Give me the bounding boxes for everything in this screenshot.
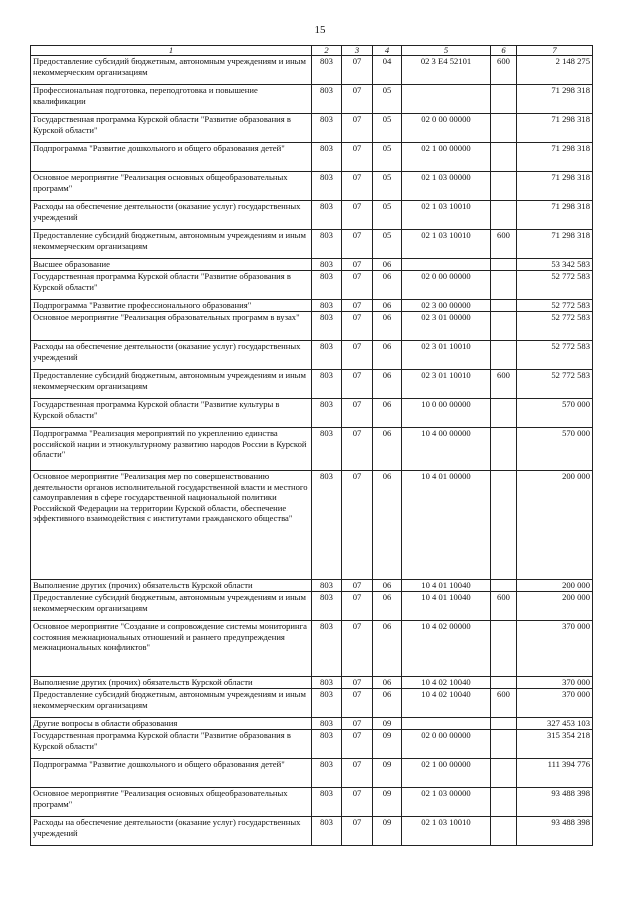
row-section: 07 <box>342 271 373 300</box>
table-row <box>31 788 593 817</box>
row-name: Расходы на обеспечение деятельности (оказание услуг) государственных учреждений <box>31 341 312 370</box>
row-amount: 370 000 <box>517 621 593 677</box>
row-section: 07 <box>342 677 373 689</box>
row-subsection: 09 <box>373 718 402 730</box>
row-target-article: 02 0 00 00000 <box>402 730 491 759</box>
row-section: 07 <box>342 428 373 471</box>
row-section: 07 <box>342 201 373 230</box>
table-row <box>31 689 593 718</box>
row-section: 07 <box>342 399 373 428</box>
row-section: 07 <box>342 143 373 172</box>
row-amount: 570 000 <box>517 399 593 428</box>
row-target-article: 02 3 01 10010 <box>402 370 491 399</box>
row-subsection: 09 <box>373 817 402 846</box>
row-grbs: 803 <box>312 341 342 370</box>
budget-table <box>30 45 593 846</box>
row-amount: 200 000 <box>517 580 593 592</box>
row-grbs: 803 <box>312 172 342 201</box>
row-expense-type: 600 <box>491 592 517 621</box>
row-expense-type <box>491 580 517 592</box>
table-row <box>31 230 593 259</box>
row-name: Выполнение других (прочих) обязательств Курской области <box>31 677 312 689</box>
table-row <box>31 817 593 846</box>
row-grbs: 803 <box>312 471 342 580</box>
column-header: 5 <box>402 46 491 56</box>
row-grbs: 803 <box>312 677 342 689</box>
row-subsection: 06 <box>373 689 402 718</box>
table-row <box>31 56 593 85</box>
row-target-article: 02 3 01 00000 <box>402 312 491 341</box>
row-amount: 52 772 583 <box>517 370 593 399</box>
row-name: Основное мероприятие "Создание и сопровождение системы мониторинга состояния межнациональных отношений и раннего предупреждения межнациональных конфликтов" <box>31 621 312 677</box>
row-grbs: 803 <box>312 621 342 677</box>
row-amount: 71 298 318 <box>517 230 593 259</box>
row-target-article: 10 4 01 00000 <box>402 471 491 580</box>
table-row <box>31 759 593 788</box>
row-section: 07 <box>342 580 373 592</box>
row-expense-type <box>491 114 517 143</box>
row-expense-type <box>491 788 517 817</box>
row-section: 07 <box>342 85 373 114</box>
row-section: 07 <box>342 689 373 718</box>
table-row <box>31 399 593 428</box>
row-name: Подпрограмма "Реализация мероприятий по укреплению единства российской нации и этнокультурному развитию народов России в Курской области" <box>31 428 312 471</box>
row-expense-type <box>491 759 517 788</box>
row-name: Подпрограмма "Развитие дошкольного и общего образования детей" <box>31 759 312 788</box>
table-row <box>31 312 593 341</box>
row-amount: 327 453 103 <box>517 718 593 730</box>
row-expense-type <box>491 341 517 370</box>
row-name: Основное мероприятие "Реализация образовательных программ в вузах" <box>31 312 312 341</box>
row-subsection: 06 <box>373 312 402 341</box>
row-subsection: 05 <box>373 114 402 143</box>
column-header: 2 <box>312 46 342 56</box>
table-row <box>31 730 593 759</box>
row-amount: 52 772 583 <box>517 341 593 370</box>
table-row <box>31 677 593 689</box>
table-row <box>31 718 593 730</box>
row-subsection: 05 <box>373 172 402 201</box>
row-name: Предоставление субсидий бюджетным, автономным учреждениям и иным некоммерческим организациям <box>31 230 312 259</box>
row-amount: 200 000 <box>517 592 593 621</box>
row-grbs: 803 <box>312 85 342 114</box>
row-target-article: 02 0 00 00000 <box>402 114 491 143</box>
row-expense-type <box>491 172 517 201</box>
row-target-article: 10 4 02 10040 <box>402 677 491 689</box>
row-subsection: 06 <box>373 370 402 399</box>
row-target-article: 10 4 00 00000 <box>402 428 491 471</box>
page-number: 15 <box>314 24 326 36</box>
table-row <box>31 592 593 621</box>
row-grbs: 803 <box>312 201 342 230</box>
table-row <box>31 300 593 312</box>
row-section: 07 <box>342 592 373 621</box>
row-name: Предоставление субсидий бюджетным, автономным учреждениям и иным некоммерческим организациям <box>31 370 312 399</box>
row-amount: 52 772 583 <box>517 312 593 341</box>
row-name: Государственная программа Курской области "Развитие образования в Курской области" <box>31 730 312 759</box>
row-subsection: 06 <box>373 428 402 471</box>
row-target-article: 10 4 01 10040 <box>402 592 491 621</box>
table-row <box>31 172 593 201</box>
table-row <box>31 580 593 592</box>
row-subsection: 06 <box>373 592 402 621</box>
row-amount: 370 000 <box>517 677 593 689</box>
row-subsection: 04 <box>373 56 402 85</box>
table-row <box>31 271 593 300</box>
row-section: 07 <box>342 759 373 788</box>
row-section: 07 <box>342 259 373 271</box>
row-grbs: 803 <box>312 592 342 621</box>
row-expense-type <box>491 271 517 300</box>
row-expense-type: 600 <box>491 370 517 399</box>
row-expense-type <box>491 201 517 230</box>
row-name: Подпрограмма "Развитие дошкольного и общего образования детей" <box>31 143 312 172</box>
row-subsection: 05 <box>373 230 402 259</box>
table-row <box>31 85 593 114</box>
row-target-article: 10 4 02 00000 <box>402 621 491 677</box>
row-target-article: 02 1 00 00000 <box>402 759 491 788</box>
row-amount: 200 000 <box>517 471 593 580</box>
row-subsection: 09 <box>373 759 402 788</box>
table-row <box>31 201 593 230</box>
row-expense-type <box>491 259 517 271</box>
row-expense-type <box>491 143 517 172</box>
row-target-article <box>402 259 491 271</box>
row-expense-type: 600 <box>491 56 517 85</box>
table-row <box>31 621 593 677</box>
table-body <box>31 56 593 846</box>
row-expense-type <box>491 300 517 312</box>
row-subsection: 09 <box>373 788 402 817</box>
column-header: 7 <box>517 46 593 56</box>
row-expense-type <box>491 399 517 428</box>
row-target-article: 10 4 01 10040 <box>402 580 491 592</box>
row-name: Высшее образование <box>31 259 312 271</box>
row-target-article: 02 1 03 00000 <box>402 788 491 817</box>
row-subsection: 05 <box>373 85 402 114</box>
row-expense-type <box>491 621 517 677</box>
row-amount: 71 298 318 <box>517 172 593 201</box>
row-grbs: 803 <box>312 300 342 312</box>
row-name: Государственная программа Курской области "Развитие образования в Курской области" <box>31 114 312 143</box>
row-section: 07 <box>342 621 373 677</box>
row-name: Другие вопросы в области образования <box>31 718 312 730</box>
row-subsection: 06 <box>373 300 402 312</box>
row-subsection: 05 <box>373 201 402 230</box>
row-amount: 370 000 <box>517 689 593 718</box>
row-subsection: 05 <box>373 143 402 172</box>
row-expense-type <box>491 730 517 759</box>
row-name: Предоставление субсидий бюджетным, автономным учреждениям и иным некоммерческим организациям <box>31 592 312 621</box>
row-section: 07 <box>342 230 373 259</box>
row-target-article: 02 3 E4 52101 <box>402 56 491 85</box>
row-grbs: 803 <box>312 689 342 718</box>
row-target-article <box>402 85 491 114</box>
row-expense-type <box>491 85 517 114</box>
row-section: 07 <box>342 788 373 817</box>
row-name: Расходы на обеспечение деятельности (оказание услуг) государственных учреждений <box>31 201 312 230</box>
row-section: 07 <box>342 56 373 85</box>
row-name: Профессиональная подготовка, переподготовка и повышение квалификации <box>31 85 312 114</box>
row-amount: 53 342 583 <box>517 259 593 271</box>
row-name: Подпрограмма "Развитие профессионального образования" <box>31 300 312 312</box>
row-section: 07 <box>342 341 373 370</box>
row-name: Расходы на обеспечение деятельности (оказание услуг) государственных учреждений <box>31 817 312 846</box>
row-subsection: 06 <box>373 580 402 592</box>
row-amount: 52 772 583 <box>517 271 593 300</box>
row-name: Основное мероприятие "Реализация основных общеобразовательных программ" <box>31 788 312 817</box>
row-grbs: 803 <box>312 312 342 341</box>
row-amount: 71 298 318 <box>517 85 593 114</box>
row-expense-type <box>491 677 517 689</box>
row-grbs: 803 <box>312 428 342 471</box>
table-row <box>31 471 593 580</box>
row-section: 07 <box>342 114 373 143</box>
row-section: 07 <box>342 300 373 312</box>
row-section: 07 <box>342 370 373 399</box>
row-section: 07 <box>342 471 373 580</box>
row-amount: 71 298 318 <box>517 143 593 172</box>
row-section: 07 <box>342 312 373 341</box>
row-name: Государственная программа Курской области "Развитие образования в Курской области" <box>31 271 312 300</box>
row-grbs: 803 <box>312 259 342 271</box>
row-target-article: 02 3 00 00000 <box>402 300 491 312</box>
row-grbs: 803 <box>312 370 342 399</box>
row-expense-type <box>491 718 517 730</box>
row-expense-type <box>491 471 517 580</box>
column-header: 4 <box>373 46 402 56</box>
row-grbs: 803 <box>312 230 342 259</box>
row-subsection: 09 <box>373 730 402 759</box>
row-grbs: 803 <box>312 730 342 759</box>
row-grbs: 803 <box>312 788 342 817</box>
row-subsection: 06 <box>373 271 402 300</box>
row-target-article: 02 1 03 10010 <box>402 817 491 846</box>
row-subsection: 06 <box>373 471 402 580</box>
table-row <box>31 259 593 271</box>
table-row <box>31 143 593 172</box>
row-target-article: 10 0 00 00000 <box>402 399 491 428</box>
row-grbs: 803 <box>312 817 342 846</box>
row-grbs: 803 <box>312 580 342 592</box>
row-grbs: 803 <box>312 114 342 143</box>
row-grbs: 803 <box>312 271 342 300</box>
row-name: Предоставление субсидий бюджетным, автономным учреждениям и иным некоммерческим организациям <box>31 689 312 718</box>
row-expense-type: 600 <box>491 230 517 259</box>
row-grbs: 803 <box>312 718 342 730</box>
row-amount: 93 488 398 <box>517 817 593 846</box>
row-target-article: 02 1 03 10010 <box>402 230 491 259</box>
column-header: 1 <box>31 46 312 56</box>
row-target-article: 02 1 03 10010 <box>402 201 491 230</box>
row-subsection: 06 <box>373 399 402 428</box>
row-grbs: 803 <box>312 143 342 172</box>
row-amount: 570 000 <box>517 428 593 471</box>
row-section: 07 <box>342 817 373 846</box>
table-row <box>31 428 593 471</box>
row-name: Предоставление субсидий бюджетным, автономным учреждениям и иным некоммерческим организациям <box>31 56 312 85</box>
row-section: 07 <box>342 730 373 759</box>
row-grbs: 803 <box>312 759 342 788</box>
row-target-article: 02 1 03 00000 <box>402 172 491 201</box>
row-target-article: 02 1 00 00000 <box>402 143 491 172</box>
row-expense-type: 600 <box>491 689 517 718</box>
row-expense-type <box>491 428 517 471</box>
table-row <box>31 370 593 399</box>
row-subsection: 06 <box>373 677 402 689</box>
row-name: Основное мероприятие "Реализация основных общеобразовательных программ" <box>31 172 312 201</box>
column-number-row <box>31 46 593 56</box>
row-grbs: 803 <box>312 56 342 85</box>
row-amount: 2 148 275 <box>517 56 593 85</box>
row-grbs: 803 <box>312 399 342 428</box>
row-amount: 52 772 583 <box>517 300 593 312</box>
table-row <box>31 341 593 370</box>
row-expense-type <box>491 312 517 341</box>
column-header: 3 <box>342 46 373 56</box>
row-name: Государственная программа Курской области "Развитие культуры в Курской области" <box>31 399 312 428</box>
row-subsection: 06 <box>373 259 402 271</box>
row-target-article: 02 3 01 10010 <box>402 341 491 370</box>
row-amount: 93 488 398 <box>517 788 593 817</box>
row-amount: 71 298 318 <box>517 201 593 230</box>
row-target-article <box>402 718 491 730</box>
row-amount: 315 354 218 <box>517 730 593 759</box>
column-header: 6 <box>491 46 517 56</box>
row-subsection: 06 <box>373 341 402 370</box>
row-expense-type <box>491 817 517 846</box>
row-name: Выполнение других (прочих) обязательств Курской области <box>31 580 312 592</box>
row-target-article: 02 0 00 00000 <box>402 271 491 300</box>
row-target-article: 10 4 02 10040 <box>402 689 491 718</box>
row-amount: 71 298 318 <box>517 114 593 143</box>
row-section: 07 <box>342 172 373 201</box>
row-subsection: 06 <box>373 621 402 677</box>
row-section: 07 <box>342 718 373 730</box>
row-amount: 111 394 776 <box>517 759 593 788</box>
table-row <box>31 114 593 143</box>
row-name: Основное мероприятие "Реализация мер по совершенствованию деятельности органов исполнительной государственной власти и местного самоуправления в сфере государственной национальной политики Российской Федерации на территории Курской области, обеспечение эффективного взаимодействия с институтами гражданского общества" <box>31 471 312 580</box>
